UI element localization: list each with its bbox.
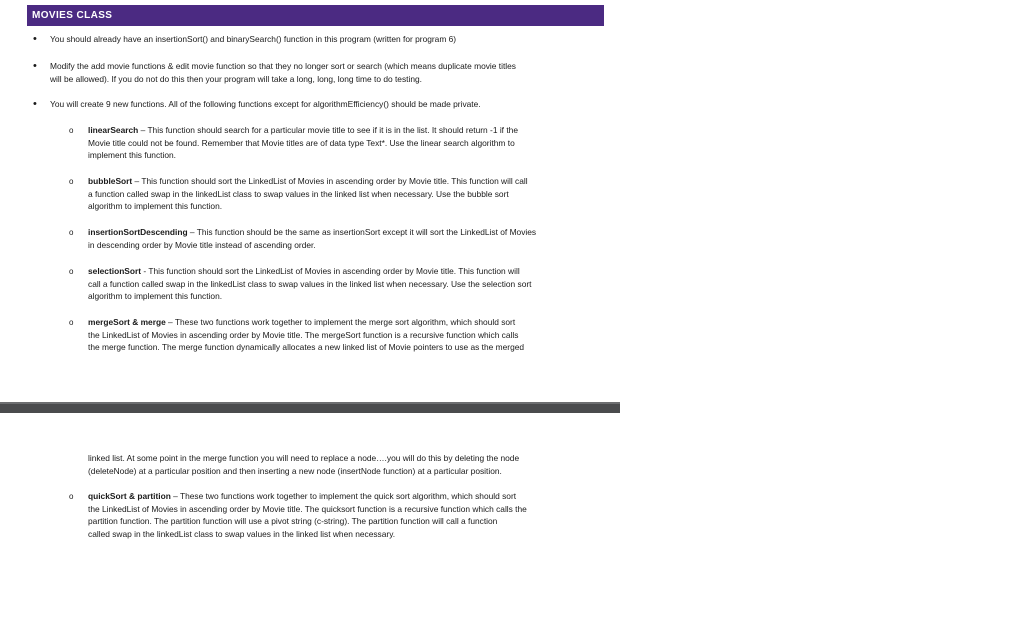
page-divider xyxy=(0,402,620,413)
item-insertion-sort-descending: insertionSortDescending – This function should be the same as insertionSort except it will sort the LinkedList of Movies in descending order by Movie title instead of ascending order. xyxy=(88,227,537,250)
item-name: insertionSortDescending xyxy=(88,227,188,237)
item-linear-search: linearSearch – This function should search for a particular movie title to see if it is in the list. It should return -1 if the Movie title could not be found. Remember that Movie titles are of data type Text*. Use the linear search algorithm to implement this function. xyxy=(88,125,518,161)
item-name: selectionSort xyxy=(88,266,142,276)
item-name: mergeSort & merge xyxy=(88,317,166,327)
section-title: MOVIES CLASS xyxy=(27,5,604,26)
item-merge-sort: mergeSort & merge – These two functions work together to implement the merge sort algorithm, which should sort the LinkedList of Movies in ascending order by Movie title. The mergeSort function is a recursive function which calls the merge function. The merge function dynamically allocates a new linked list of Movie pointers to use as the merged xyxy=(88,317,525,353)
item-quick-sort: quickSort & partition – These two functions work together to implement the quick sort algorithm, which should sort the LinkedList of Movies in ascending order by Movie title. The quicksort function is a recursive function which calls the partition function. The partition function will use a pivot string (c-string). The partition function will call a function called swap in the linkedList class to swap values in the linked list when necessary. xyxy=(88,491,527,540)
bullet-marker: • xyxy=(33,98,37,110)
bullet-marker: • xyxy=(33,60,37,72)
item-bubble-sort: bubbleSort – This function should sort the LinkedList of Movies in ascending order by Movie title. This function will call a function called swap in the linkedList class to swap values in the linked list when necessary. Use the bubble sort algorithm to implement this function. xyxy=(88,176,528,212)
sub-bullet-marker: o xyxy=(69,267,74,276)
sub-bullet-marker: o xyxy=(69,177,74,186)
sub-bullet-marker: o xyxy=(69,228,74,237)
bullet-2-text: Modify the add movie functions & edit movie function so that they no longer sort or search (which means duplicate movie titles will be allowed). If you do not do this then your program will take a long, long, long time to do testing. xyxy=(50,61,516,84)
bullet-1-text: You should already have an insertionSort() and binarySearch() function in this program (written for program 6) xyxy=(50,34,457,44)
merge-continuation: linked list. At some point in the merge function you will need to replace a node….you will do this by deleting the node (deleteNode) at a particular position and then inserting a new node (insertNode function) at a particular position. xyxy=(88,453,520,476)
bullet-marker: • xyxy=(33,33,37,45)
sub-bullet-marker: o xyxy=(69,318,74,327)
sub-bullet-marker: o xyxy=(69,492,74,501)
item-name: quickSort & partition xyxy=(88,491,171,501)
item-name: linearSearch xyxy=(88,125,139,135)
item-selection-sort: selectionSort - This function should sort the LinkedList of Movies in ascending order by Movie title. This function will call a function called swap in the linkedList class to swap values in the linked list when necessary. Use the selection sort algorithm to implement this function. xyxy=(88,266,532,302)
bullet-3-text: You will create 9 new functions. All of the following functions except for algorithmEfficiency() should be made private. xyxy=(50,99,481,109)
sub-bullet-marker: o xyxy=(69,126,74,135)
item-name: bubbleSort xyxy=(88,176,133,186)
